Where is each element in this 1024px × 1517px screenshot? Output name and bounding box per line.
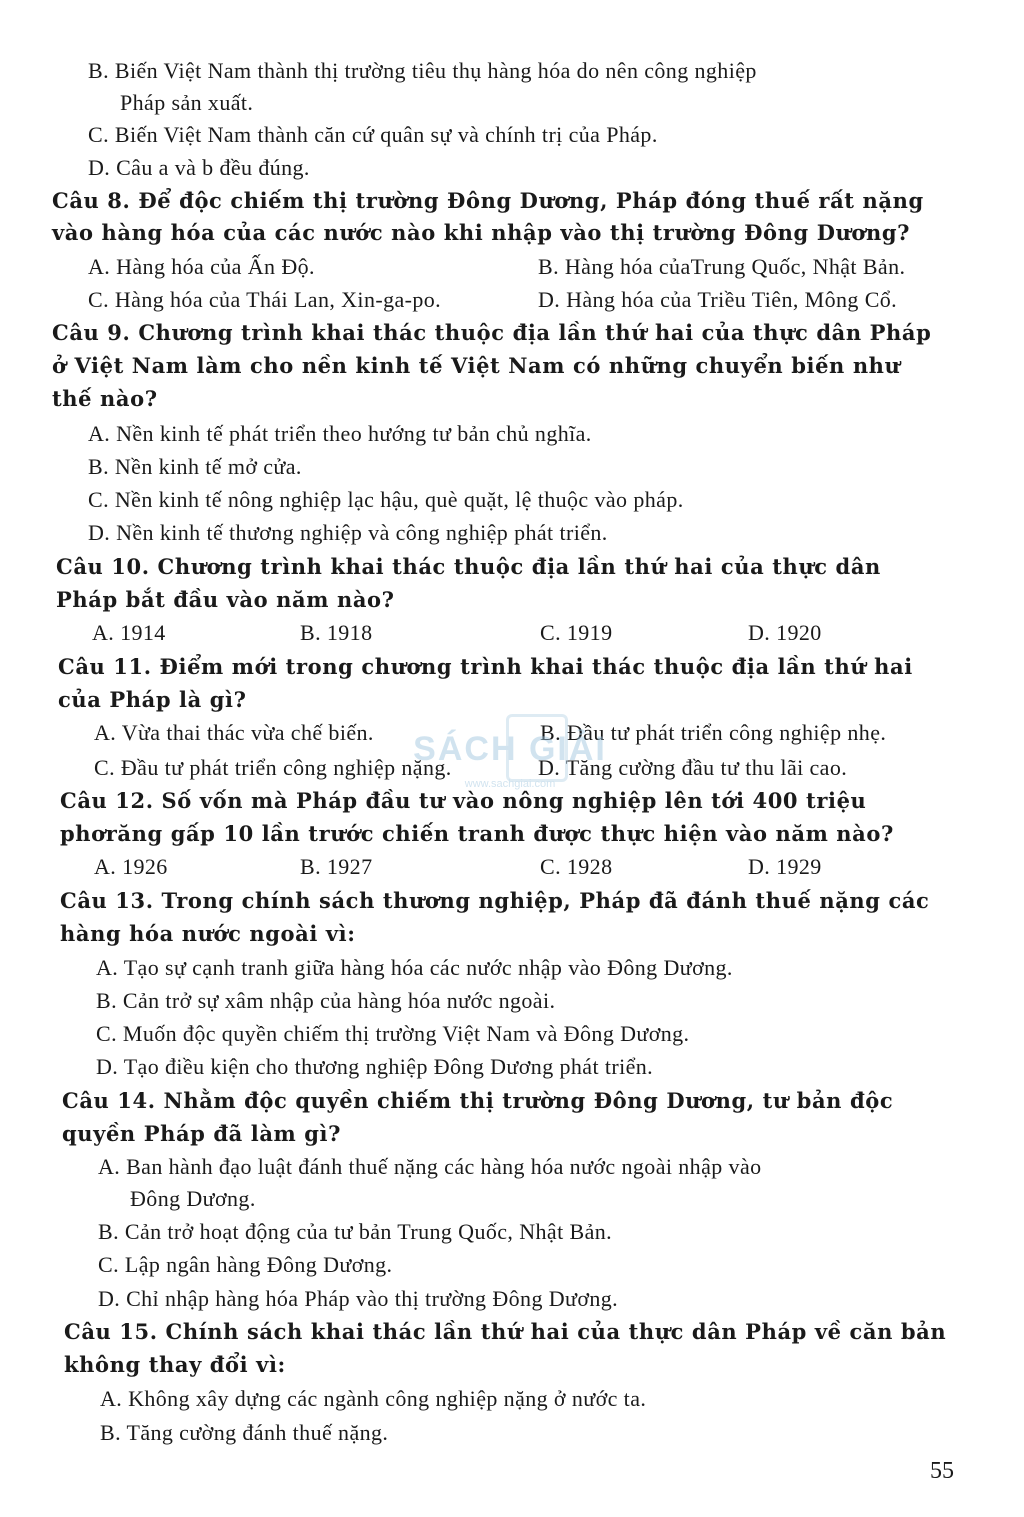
answer-option-line: A. Không xây dựng các ngành công nghiệp nặng ở nước ta. — [100, 1386, 647, 1411]
answer-option-line: C. Đầu tư phát triển công nghiệp nặng. — [94, 755, 452, 780]
question-text-line: không thay đổi vì: — [64, 1352, 286, 1377]
question-text-line: hàng hóa nước ngoài vì: — [60, 921, 356, 946]
answer-option-line: D. 1920 — [748, 620, 822, 645]
question-text-line: Pháp bắt đầu vào năm nào? — [56, 587, 395, 612]
answer-option-line: A. 1926 — [94, 854, 168, 879]
question-text-line: Câu 10. Chương trình khai thác thuộc địa lần thứ hai của thực dân — [56, 554, 881, 579]
answer-option-line: B. Đầu tư phát triển công nghiệp nhẹ. — [540, 720, 887, 745]
watermark-brand: SÁCH GIẢI — [413, 730, 607, 768]
page-number: 55 — [930, 1458, 954, 1484]
answer-option-line: C. Hàng hóa của Thái Lan, Xin-ga-po. — [88, 287, 442, 312]
question-text-line: quyền Pháp đã làm gì? — [62, 1121, 342, 1146]
answer-option-line: B. 1918 — [300, 620, 373, 645]
answer-option-line: A. Vừa thai thác vừa chế biến. — [94, 720, 374, 745]
answer-option-line: B. 1927 — [300, 854, 373, 879]
question-text-line: của Pháp là gì? — [58, 687, 247, 712]
answer-option-line: A. Nền kinh tế phát triển theo hướng tư bản chủ nghĩa. — [88, 421, 592, 446]
answer-option-line: C. 1919 — [540, 620, 613, 645]
answer-option-line: B. Tăng cường đánh thuế nặng. — [100, 1420, 389, 1445]
question-text-line: Câu 14. Nhằm độc quyền chiếm thị trường Đông Dương, tư bản độc — [62, 1088, 894, 1113]
answer-option-line: A. Ban hành đạo luật đánh thuế nặng các hàng hóa nước ngoài nhập vào — [98, 1154, 762, 1179]
answer-option-line: D. Chỉ nhập hàng hóa Pháp vào thị trường Đông Dương. — [98, 1286, 619, 1311]
answer-option-line: B. Nền kinh tế mở cửa. — [88, 454, 302, 479]
answer-option-line: A. Tạo sự cạnh tranh giữa hàng hóa các nước nhập vào Đông Dương. — [96, 955, 733, 980]
answer-option-line: C. Nền kinh tế nông nghiệp lạc hậu, què quặt, lệ thuộc vào pháp. — [88, 487, 684, 512]
answer-option-line: D. Hàng hóa của Triều Tiên, Mông Cổ. — [538, 287, 898, 312]
answer-option-line: Pháp sản xuất. — [120, 90, 254, 115]
watermark-url: www.sachgiai.com — [464, 778, 556, 790]
question-text-line: thế nào? — [52, 386, 158, 411]
answer-option-line: C. Lập ngân hàng Đông Dương. — [98, 1252, 393, 1277]
answer-option-line: D. Câu a và b đều đúng. — [88, 155, 310, 180]
answer-option-line: B. Biến Việt Nam thành thị trường tiêu thụ hàng hóa do nên công nghiệp — [88, 58, 757, 83]
question-text-line: ở Việt Nam làm cho nền kinh tế Việt Nam có những chuyển biến như — [52, 353, 901, 378]
answer-option-line: D. Tạo điều kiện cho thương nghiệp Đông Dương phát triển. — [96, 1054, 654, 1079]
answer-option-line: C. 1928 — [540, 854, 613, 879]
answer-option-line: B. Cản trở hoạt động của tư bản Trung Quốc, Nhật Bản. — [98, 1219, 613, 1244]
answer-option-line: C. Muốn độc quyền chiếm thị trường Việt Nam và Đông Dương. — [96, 1021, 690, 1046]
question-text-line: Câu 13. Trong chính sách thương nghiệp, Pháp đã đánh thuế nặng các — [60, 888, 930, 913]
answer-option-line: C. Biến Việt Nam thành căn cứ quân sự và chính trị của Pháp. — [88, 122, 658, 147]
answer-option-line: Đông Dương. — [130, 1186, 256, 1211]
answer-option-line: B. Hàng hóa củaTrung Quốc, Nhật Bản. — [538, 254, 906, 279]
question-text-line: vào hàng hóa của các nước nào khi nhập vào thị trường Đông Dương? — [52, 220, 911, 245]
answer-option-line: D. 1929 — [748, 854, 822, 879]
question-text-line: phơrăng gấp 10 lần trước chiến tranh được thực hiện vào năm nào? — [60, 821, 894, 846]
question-text-line: Câu 12. Số vốn mà Pháp đầu tư vào nông nghiệp lên tới 400 triệu — [60, 788, 867, 813]
answer-option-line: A. 1914 — [92, 620, 166, 645]
question-text-line: Câu 9. Chương trình khai thác thuộc địa lần thứ hai của thực dân Pháp — [52, 320, 932, 345]
question-text-line: Câu 15. Chính sách khai thác lần thứ hai của thực dân Pháp về căn bản — [64, 1319, 947, 1344]
answer-option-line: A. Hàng hóa của Ấn Độ. — [88, 254, 315, 279]
answer-option-line: D. Nền kinh tế thương nghiệp và công nghiệp phát triển. — [88, 520, 608, 545]
answer-option-line: D. Tăng cường đầu tư thu lãi cao. — [538, 755, 848, 780]
question-text-line: Câu 11. Điểm mới trong chương trình khai thác thuộc địa lần thứ hai — [58, 654, 913, 679]
answer-option-line: B. Cản trở sự xâm nhập của hàng hóa nước ngoài. — [96, 988, 556, 1013]
question-text-line: Câu 8. Để độc chiếm thị trường Đông Dương, Pháp đóng thuế rất nặng — [52, 188, 924, 213]
